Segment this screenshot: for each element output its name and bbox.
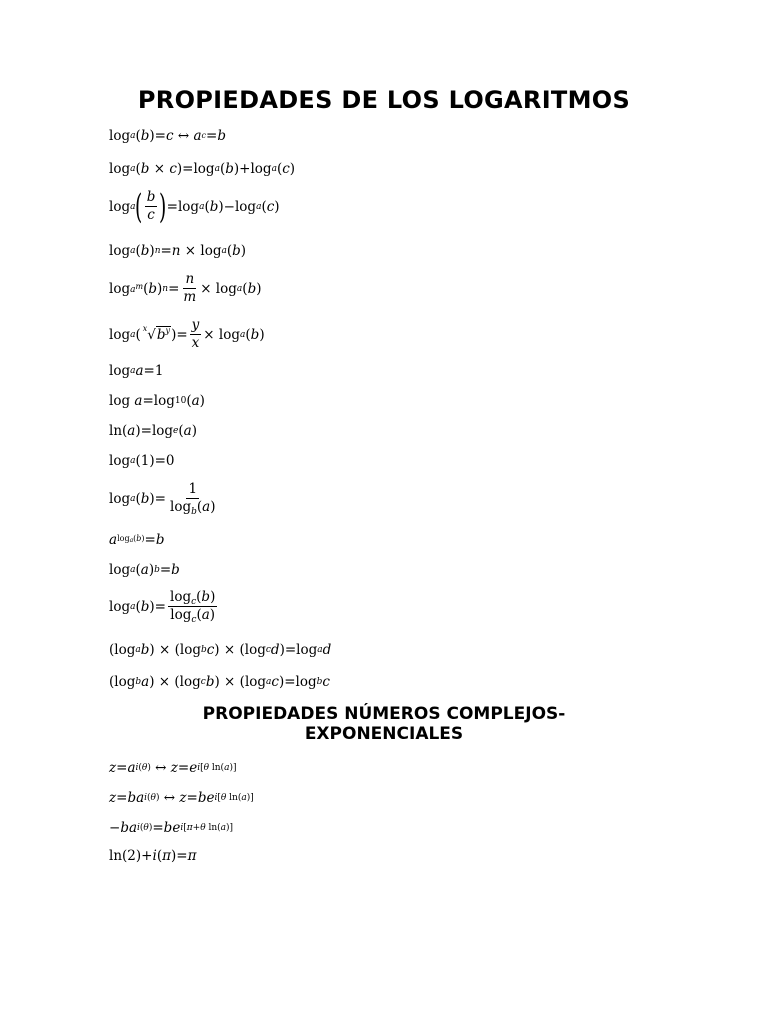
formula-root-rule: log a ( $^x√b^y$ ) = $\frac{y}{x}$ × log a ( b ) (109, 317, 265, 351)
formula-complex-scaled: z = ba i(θ) ↔ z = be i[θ ln(a)] (109, 790, 254, 806)
formula-complex-negative: − ba i(θ) = be i[π+θ ln(a)] (109, 820, 234, 836)
section-title-complex (0, 704, 768, 744)
formula-chain-rule-cyclic: ( log b a ) × ( log c b ) × ( log a c ) =log b c (109, 674, 330, 690)
formula-chain-rule: ( log a b ) × ( log b c ) × ( log c d ) =log a d (109, 642, 332, 658)
formula-log-one: log a (1)=0 (109, 453, 175, 469)
formula-complex-log: ln ( 2 ) + i ( π ) = π (109, 848, 197, 864)
formula-base-power-rule: log $a^m$ ( b ) n = $\frac{n}{m}$ × log a ( b ) (109, 271, 262, 305)
formula-change-of-base: log a ( b )= $\frac{\log_c(b)}{\log_c(a)}$ (109, 589, 216, 625)
formula-reciprocal: log a ( b )= $\frac{1}{\log_b(a)}$ (109, 481, 216, 517)
page-title: PROPIEDADES DE LOS LOGARITMOS (137, 86, 631, 114)
formula-quotient-rule: log a ( $\frac{b}{c}$ ) =log a ( b ) −log a ( c ) (109, 186, 280, 227)
formula-inverse: a $\log_a(b)$ = b (109, 532, 165, 548)
formula-definition: log a ( b )= c ↔ a c = b (109, 128, 226, 144)
formula-common-log: log a =log 10 ( a ) (109, 393, 205, 409)
formula-product-rule: log a ( b × c ) =log a ( b ) +log a ( c ) (109, 161, 296, 177)
section-title-line2: EXPONENCIALES (304, 724, 464, 744)
formula-log-self: log a a =1 (109, 363, 164, 379)
formula-natural-log: ln ( a ) =log e ( a ) (109, 423, 197, 439)
formula-complex-exponential: z = a i(θ) ↔ z = e i[θ ln(a)] (109, 760, 237, 776)
section-title-line1: PROPIEDADES NÚMEROS COMPLEJOS- (202, 704, 566, 724)
formula-log-power-self: log a ( a ) b = b (109, 562, 180, 578)
formula-power-rule: log a ( b ) n = n × log a ( b ) (109, 243, 247, 259)
